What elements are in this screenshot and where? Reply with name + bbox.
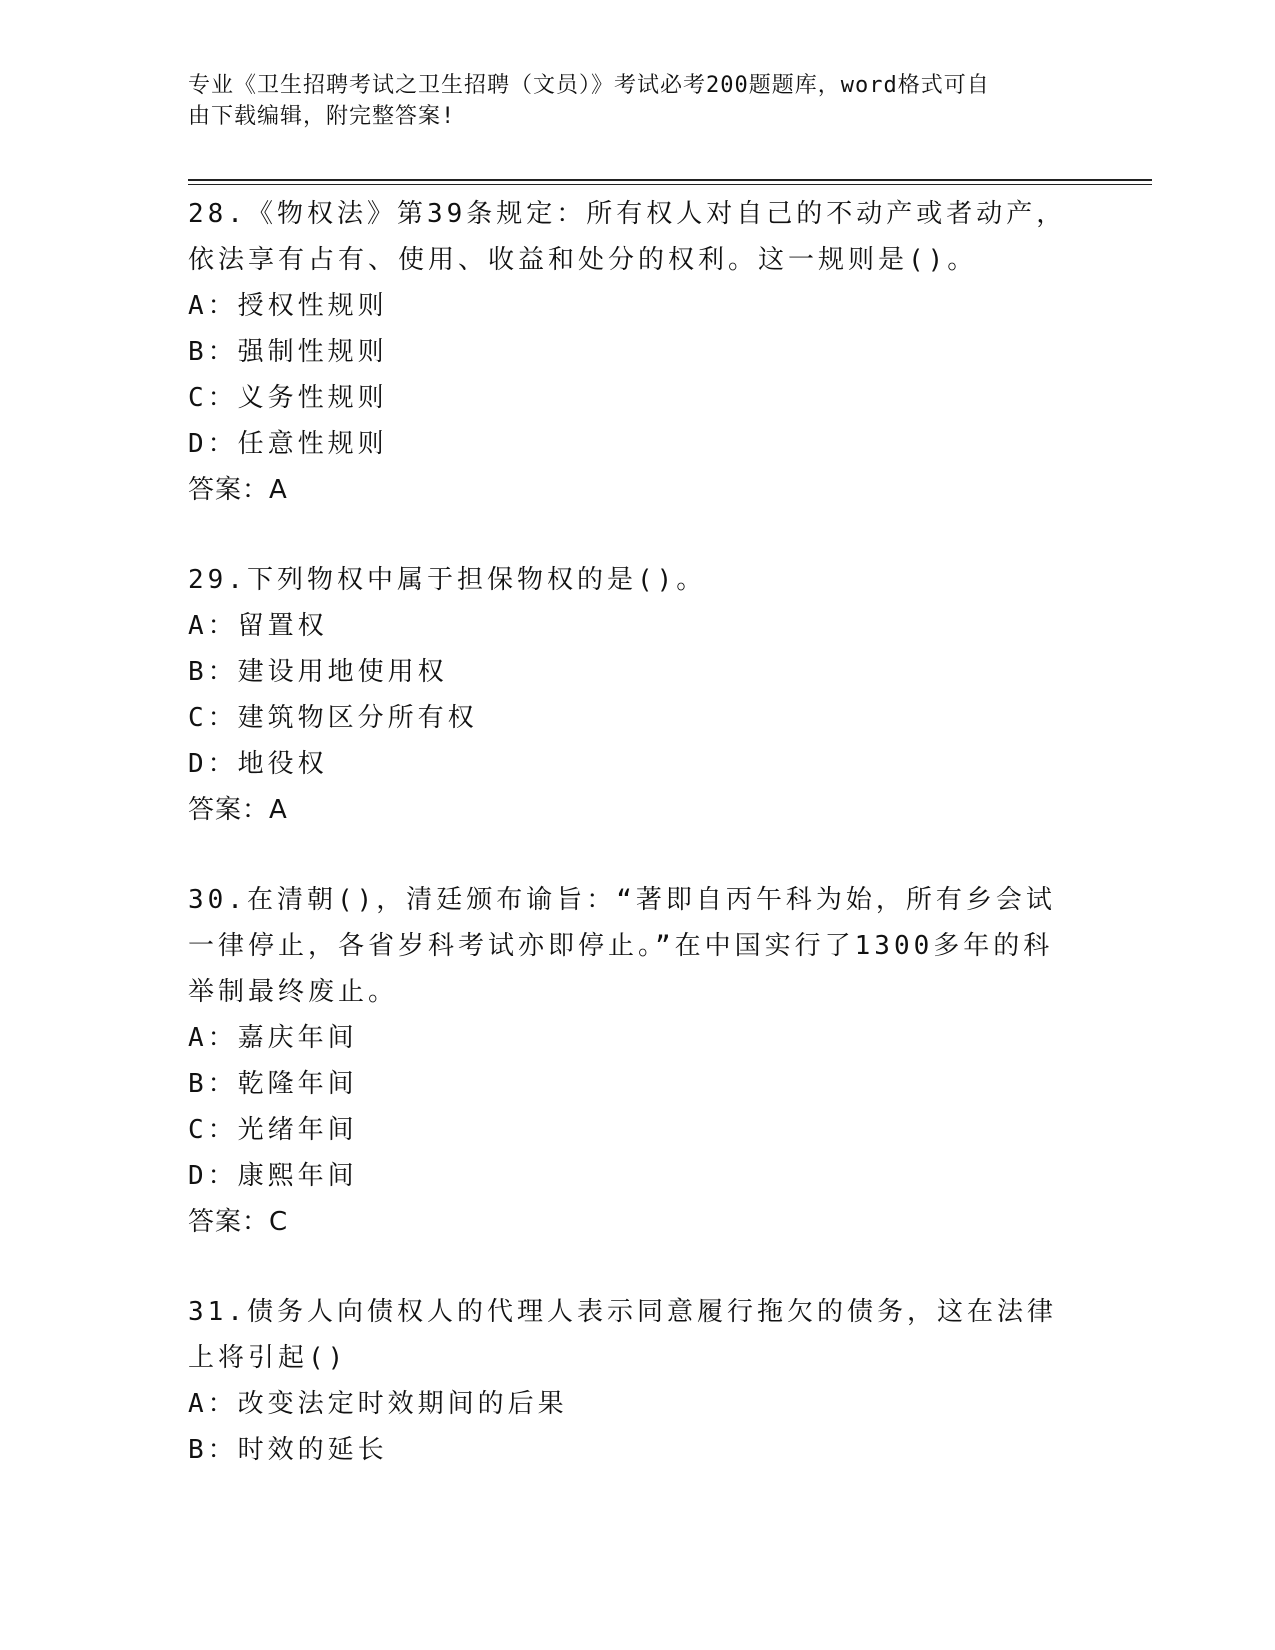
answer-line: 答案：C <box>188 1207 289 1237</box>
option-a: A：留置权 <box>188 611 328 641</box>
question-29 <box>188 557 1068 833</box>
option-c: C：光绪年间 <box>188 1115 358 1145</box>
question-list <box>188 191 1068 1517</box>
document-header <box>188 70 1068 132</box>
question-30 <box>188 877 1068 1245</box>
question-stem: 28.《物权法》第39条规定：所有权人对自己的不动产或者动产，依法享有占有、使用、收益和处分的权利。这一规则是()。 <box>188 199 1067 275</box>
answer-line: 答案：A <box>188 475 288 505</box>
option-d: D：地役权 <box>188 749 328 779</box>
question-stem: 30.在清朝()，清廷颁布谕旨：“著即自丙午科为始，所有乡会试一律停止，各省岁科考试亦即停止。”在中国实行了1300多年的科举制最终废止。 <box>188 885 1056 1007</box>
header-divider-thick <box>188 179 1152 181</box>
header-line-1: 专业《卫生招聘考试之卫生招聘（文员）》考试必考200题题库，word格式可自 <box>188 73 990 98</box>
option-b: B：建设用地使用权 <box>188 657 448 687</box>
header-divider-thin <box>188 184 1152 185</box>
option-d: D：任意性规则 <box>188 429 388 459</box>
question-stem: 31.债务人向债权人的代理人表示同意履行拖欠的债务，这在法律上将引起() <box>188 1297 1057 1373</box>
option-a: A：授权性规则 <box>188 291 388 321</box>
option-b: B：强制性规则 <box>188 337 388 367</box>
option-a: A：嘉庆年间 <box>188 1023 358 1053</box>
header-line-2: 由下载编辑，附完整答案! <box>188 104 456 129</box>
option-a: A：改变法定时效期间的后果 <box>188 1389 568 1419</box>
question-28 <box>188 191 1068 513</box>
question-31 <box>188 1289 1068 1473</box>
option-d: D：康熙年间 <box>188 1161 358 1191</box>
answer-line: 答案：A <box>188 795 288 825</box>
option-b: B：乾隆年间 <box>188 1069 358 1099</box>
option-c: C：建筑物区分所有权 <box>188 703 478 733</box>
option-c: C：义务性规则 <box>188 383 388 413</box>
question-stem: 29.下列物权中属于担保物权的是()。 <box>188 565 707 595</box>
option-b: B：时效的延长 <box>188 1435 388 1465</box>
